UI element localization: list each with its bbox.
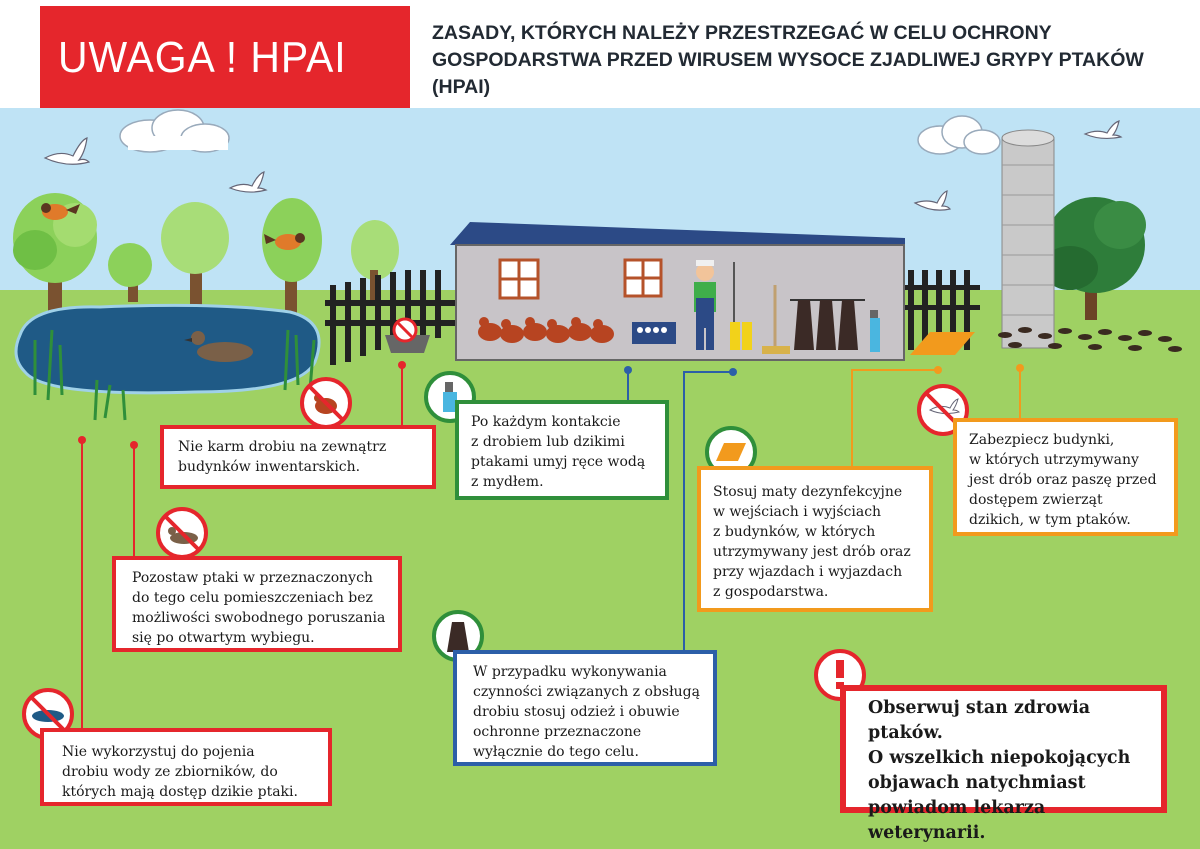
egg-tray-icon <box>632 322 676 344</box>
rule-confine <box>112 556 402 652</box>
rule-secure-buildings-text: Zabezpiecz budynki, w których utrzymywany jest drób oraz paszę przed dostępem zwierząt dzikich, w tym ptaków. <box>969 432 1157 528</box>
no-free-range-icon <box>158 509 206 557</box>
rule-handwash <box>455 400 669 500</box>
rule-confine-text: Pozostaw ptaki w przeznaczonych do tego celu pomieszczeniach bez możliwości swobodnego poruszania się po otwartym wybiegu. <box>132 570 386 646</box>
rule-water <box>40 728 332 806</box>
rule-mats-text: Stosuj maty dezynfekcyjne w wejściach i wyjściach z budynków, w których utrzymywany jest drób oraz przy wjazdach i wyjazdach z gospodarstwa. <box>713 484 911 600</box>
rule-feeding-text: Nie karm drobiu na zewnątrz budynków inwentarskich. <box>178 439 387 475</box>
rule-feeding <box>160 425 436 489</box>
rule-water-text: Nie wykorzystuj do pojenia drobiu wody ze zbiorników, do których mają dostęp dzikie ptaki. <box>62 744 298 800</box>
no-hen-outside-icon <box>302 379 350 427</box>
rule-mats <box>697 466 933 612</box>
aprons-icon <box>790 300 865 350</box>
barn-icon <box>450 222 905 360</box>
rule-handwash-text: Po każdym kontakcie z drobiem lub dzikimi ptakami umyj ręce wodą z mydłem. <box>471 414 646 490</box>
rule-secure-buildings <box>953 418 1178 536</box>
silo-icon <box>1002 130 1054 348</box>
rule-clothing-text: W przypadku wykonywania czynności związanych z obsługą drobiu stosuj odzież i obuwie ochronne przeznaczone wyłącznie do tego celu. <box>473 664 700 760</box>
rule-observe <box>840 685 1167 843</box>
page-subtitle: ZASADY, KTÓRYCH NALEŻY PRZESTRZEGAĆ W CELU OCHRONY GOSPODARSTWA PRZED WIRUSEM WYSOCE ZJADLIWEJ GRYPY PTAKÓW (HPAI) <box>432 22 1144 98</box>
rule-observe-text: Obserwuj stan zdrowia ptaków. O wszelkich niepokojących objawach natychmiast powiadom lekarza weterynarii. <box>868 698 1131 843</box>
rule-clothing <box>453 650 717 766</box>
page-title: UWAGA ! HPAI <box>58 33 347 82</box>
